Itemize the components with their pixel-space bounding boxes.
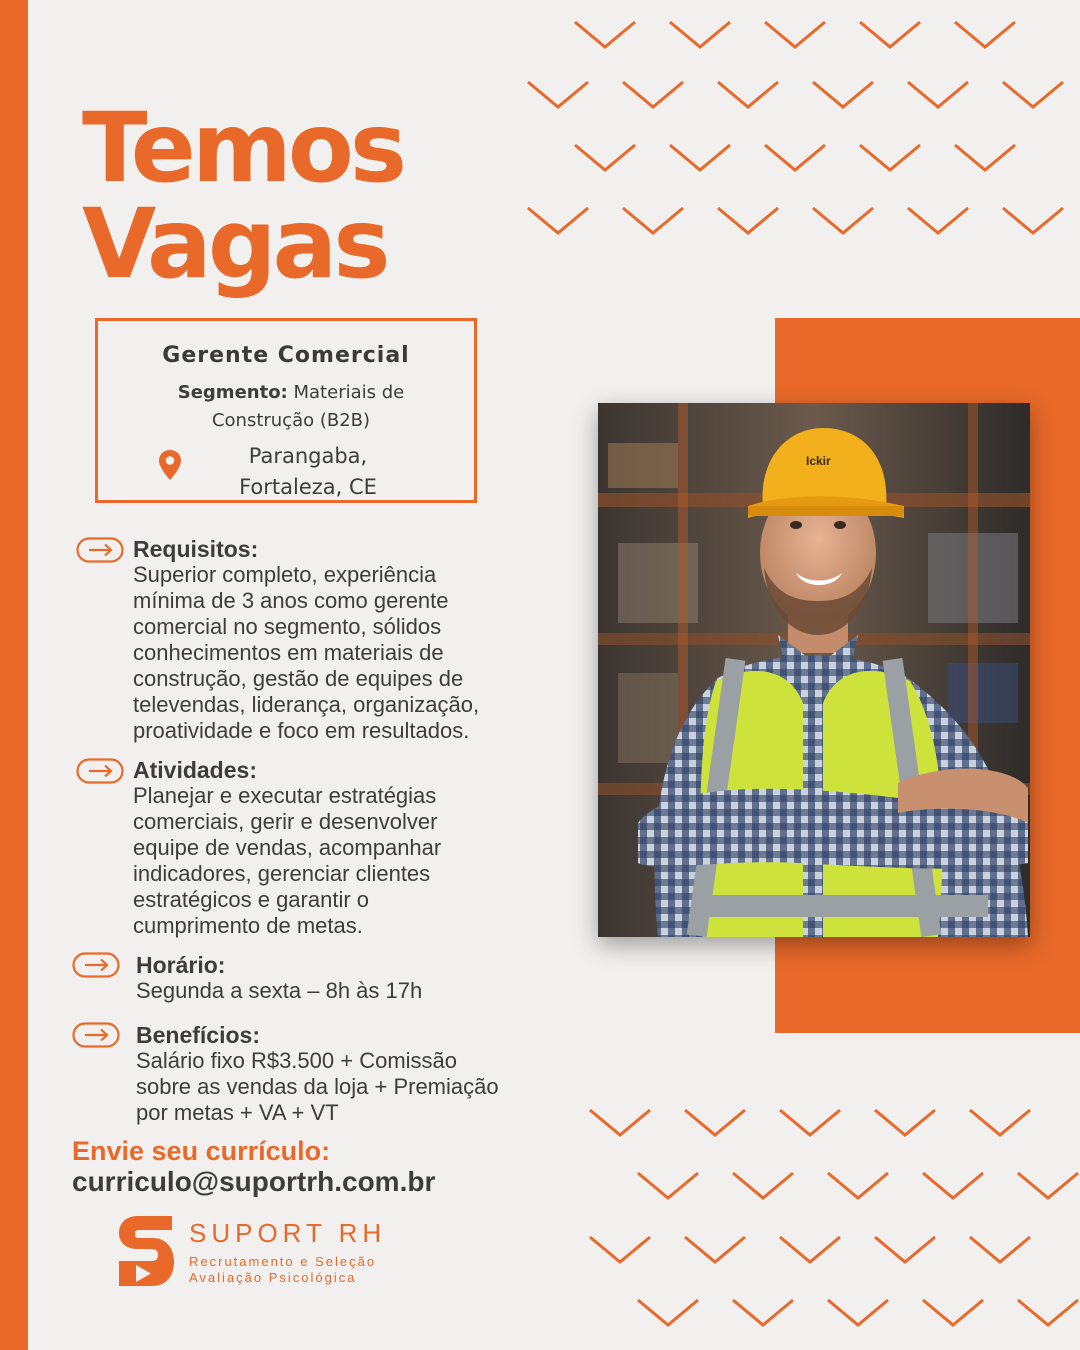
arrow-right-icon [72,1022,120,1048]
headline [82,92,403,300]
job-title: Gerente Comercial [162,343,410,368]
atividades-line: comerciais, gerir e desenvolver [133,809,438,834]
location-text [198,441,418,503]
atividades-line: indicadores, gerenciar clientes [133,861,431,886]
beneficios-line: sobre as vendas da loja + Premiação [136,1074,499,1099]
requisitos-body [133,562,479,744]
worker-photo [598,403,1030,937]
worker-illustration [598,403,1030,937]
atividades-body [133,783,441,939]
atividades-line: estratégicos e garantir o [133,887,370,912]
requisitos-line: televendas, liderança, organização, [133,692,480,717]
chevron-pattern-top [520,10,1080,250]
requisitos-line: conhecimentos em materiais de [133,640,444,665]
suport-rh-logo-icon [116,1212,176,1290]
segment-value-line2: Construção (B2B) [211,410,371,431]
job-info-box [95,318,477,503]
helmet-brand-text: Ickir [806,454,831,468]
atividades-title: Atividades: [133,757,257,783]
headline-line1: Temos [82,92,403,204]
location-line2: Fortaleza, CE [239,475,377,499]
location-line1: Parangaba, [248,444,368,468]
atividades-line: equipe de vendas, acompanhar [133,835,442,860]
arrow-right-icon [72,952,120,978]
requisitos-line: mínima de 3 anos como gerente [133,588,449,613]
arrow-right-icon [76,758,124,784]
beneficios-body [136,1048,499,1126]
atividades-line: Planejar e executar estratégias [133,783,437,808]
requisitos-title: Requisitos: [133,536,259,562]
left-accent-bar [0,0,28,1350]
headline-line2: Vagas [82,188,387,300]
beneficios-line: por metas + VA + VT [136,1100,339,1125]
beneficios-line: Salário fixo R$3.500 + Comissão [136,1048,457,1073]
cta-email[interactable]: curriculo@suportrh.com.br [72,1166,436,1197]
segment-text [128,379,454,435]
brand-tagline-1: Recrutamento e Seleção [189,1254,377,1269]
segment-value-line1: Materiais de [293,382,405,403]
horario-title: Horário: [136,952,226,978]
horario-line: Segunda a sexta – 8h às 17h [136,978,423,1003]
requisitos-line: construção, gestão de equipes de [133,666,464,691]
requisitos-line: comercial no segmento, sólidos [133,614,442,639]
beneficios-title: Benefícios: [136,1022,260,1048]
requisitos-line: Superior completo, experiência [133,562,437,587]
atividades-line: cumprimento de metas. [133,913,363,938]
horario-body [136,978,422,1004]
segment-label: Segmento: [177,382,288,403]
cta-label: Envie seu currículo: [72,1136,331,1166]
map-pin-icon [158,449,182,481]
arrow-right-icon [76,537,124,563]
chevron-pattern-bottom [560,1095,1080,1350]
brand-name: SUPORT RH [189,1218,387,1248]
brand-tagline-2: Avaliação Psicológica [189,1270,357,1285]
requisitos-line: proatividade e foco em resultados. [133,718,470,743]
